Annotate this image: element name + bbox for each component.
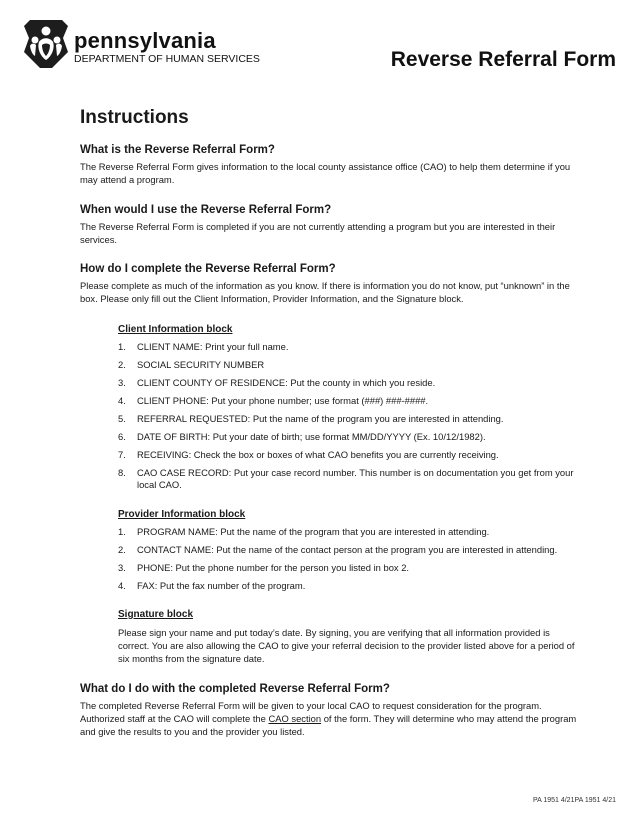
provider-items-list bbox=[118, 526, 580, 592]
signature-block-text: Please sign your name and put today’s date. By signing, you are verifying that all information provided is correct. You are also allowing the CAO to give your referral decision to the provider listed above for a period of six months from the signature date. bbox=[118, 627, 575, 664]
client-items-list bbox=[118, 341, 580, 491]
section-question: What is the Reverse Referral Form? bbox=[80, 144, 275, 156]
provider-block-title: Provider Information block bbox=[118, 509, 246, 520]
client-block-title: Client Information block bbox=[118, 324, 233, 335]
list-item: 2. SOCIAL SECURITY NUMBER bbox=[118, 359, 265, 370]
cao-section-link: CAO section bbox=[268, 713, 322, 724]
list-item: 1. CLIENT NAME: Print your full name. bbox=[118, 341, 289, 352]
list-item: 2. CONTACT NAME: Put the name of the contact person at the program you are interested in attending. bbox=[118, 544, 558, 555]
section-text: Please complete as much of the information as you know. If there is information you do not know, put “unknown” in the box. Please only fill out the Client Information, Provider Information, and the Signature block. bbox=[80, 280, 570, 304]
list-item: 6. DATE OF BIRTH: Put your date of birth; use format MM/DD/YYYY (Ex. 10/12/1982). bbox=[118, 431, 486, 442]
section-when bbox=[80, 203, 580, 246]
state-name: pennsylvania bbox=[74, 28, 216, 53]
list-item: 4. FAX: Put the fax number of the program. bbox=[118, 580, 306, 591]
section-text: The completed Reverse Referral Form will be given to your local CAO to request consideration for the program. Authorized staff at the CAO will complete the CAO section of the form. They will determine who may attend the program and give the results to you and the provider you listed. bbox=[80, 700, 577, 737]
signature-block-title: Signature block bbox=[118, 609, 194, 620]
keystone-family-logo-icon bbox=[22, 18, 70, 70]
list-item: 3. CLIENT COUNTY OF RESIDENCE: Put the county in which you reside. bbox=[118, 377, 436, 388]
client-information-block bbox=[118, 323, 580, 491]
list-item: 1. PROGRAM NAME: Put the name of the program that you are interested in attending. bbox=[118, 526, 490, 537]
instructions-content bbox=[80, 106, 580, 738]
agency-name bbox=[74, 30, 260, 66]
department-name: DEPARTMENT OF HUMAN SERVICES bbox=[74, 53, 260, 65]
form-title: Reverse Referral Form bbox=[390, 48, 616, 71]
instructions-heading: Instructions bbox=[80, 107, 189, 128]
list-item: 8. CAO CASE RECORD: Put your case record number. This number is on documentation you get from your local CAO. bbox=[118, 467, 574, 490]
section-question: What do I do with the completed Reverse Referral Form? bbox=[80, 683, 390, 695]
section-question: When would I use the Reverse Referral Form? bbox=[80, 204, 332, 216]
section-text: The Reverse Referral Form gives information to the local county assistance office (CAO) to help them determine if you may attend a program. bbox=[80, 161, 571, 185]
form-code-footer: PA 1951 4/21PA 1951 4/21 bbox=[532, 797, 616, 804]
section-what bbox=[80, 143, 580, 186]
section-how bbox=[80, 262, 580, 305]
list-item: 3. PHONE: Put the phone number for the person you listed in box 2. bbox=[118, 562, 410, 573]
provider-information-block bbox=[118, 508, 580, 592]
page-header bbox=[0, 0, 640, 90]
section-text: The Reverse Referral Form is completed if you are not currently attending a program but you are interested in their services. bbox=[80, 221, 556, 245]
list-item: 7. RECEIVING: Check the box or boxes of what CAO benefits you are currently receiving. bbox=[118, 449, 499, 460]
section-question: How do I complete the Reverse Referral Form? bbox=[80, 263, 336, 275]
signature-block bbox=[118, 608, 580, 665]
list-item: 5. REFERRAL REQUESTED: Put the name of the program you are interested in attending. bbox=[118, 413, 504, 424]
list-item: 4. CLIENT PHONE: Put your phone number; use format (###) ###-####. bbox=[118, 395, 429, 406]
section-completed bbox=[80, 682, 580, 738]
